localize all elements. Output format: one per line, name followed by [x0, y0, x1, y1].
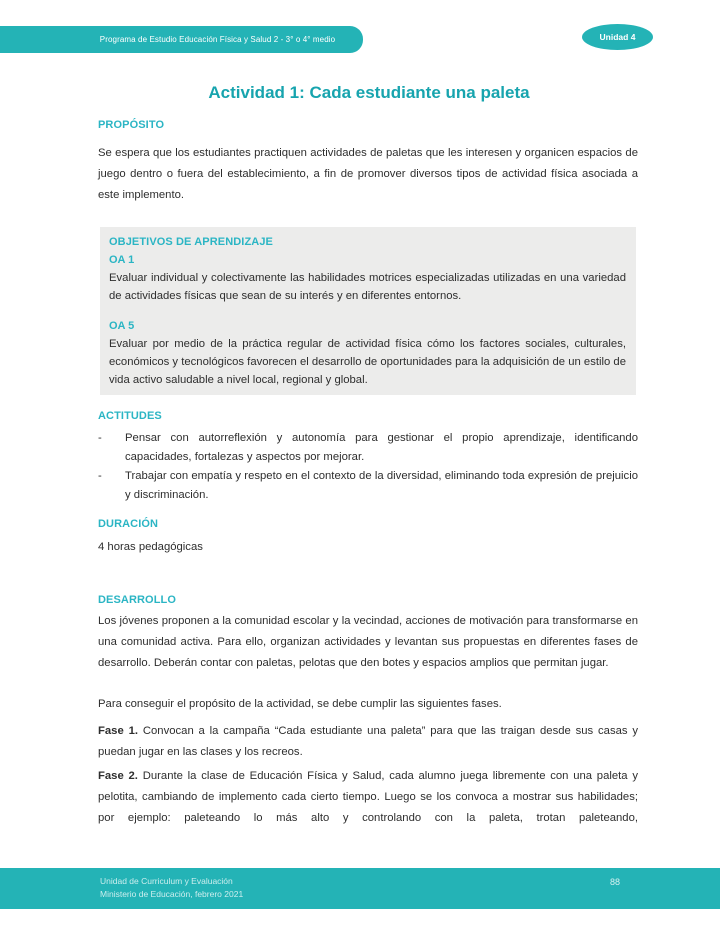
list-item	[98, 467, 638, 505]
oa5-label: OA 5	[109, 320, 135, 332]
fase-2-paragraph	[98, 766, 638, 829]
actitudes-list	[98, 429, 638, 505]
objetivos-box	[100, 227, 636, 395]
program-badge: Programa de Estudio Educación Física y Salud 2 - 3° o 4° medio	[0, 26, 363, 53]
oa1-text: Evaluar individual y colectivamente las habilidades motrices especializadas utilizadas en una variedad de actividades físicas que sean de su interés y en diferentes entornos.	[109, 272, 626, 302]
oa1-label: OA 1	[109, 254, 135, 266]
fase-1-text: Convocan a la campaña “Cada estudiante una paleta” para que las traigan desde sus casas y puedan jugar en las clases y los recreos.	[98, 725, 639, 758]
bullet-text: Pensar con autorreflexión y autonomía para gestionar el propio aprendizaje, identificando capacidades, fortalezas y aspectos por mejorar.	[125, 432, 638, 463]
bullet-dash: -	[98, 470, 102, 482]
actitudes-heading: ACTITUDES	[98, 410, 162, 422]
objetivos-heading: OBJETIVOS DE APRENDIZAJE	[109, 236, 273, 248]
fase-1-paragraph	[98, 721, 638, 763]
activity-title: Actividad 1: Cada estudiante una paleta	[208, 83, 530, 102]
oa-spacer	[109, 305, 626, 317]
bullet-text: Trabajar con empatía y respeto en el contexto de la diversidad, eliminando toda expresión de prejuicio y discriminación.	[125, 470, 638, 501]
duracion-value: 4 horas pedagógicas	[98, 541, 203, 553]
oa5-text: Evaluar por medio de la práctica regular de actividad física cómo los factores sociales, culturales, económicos y tecnológicos favorecen el desarrollo de oportunidades para la adquisición de un estilo de vida activo saludable a nivel local, regional y global.	[109, 338, 626, 386]
footer-credits	[100, 875, 243, 901]
fase-2-label: Fase 2.	[98, 770, 138, 782]
proposito-heading: PROPÓSITO	[98, 119, 165, 131]
list-item	[98, 429, 638, 467]
unit-badge: Unidad 4	[582, 24, 653, 50]
duracion-heading: DURACIÓN	[98, 518, 159, 530]
proposito-paragraph: Se espera que los estudiantes practiquen actividades de paletas que les interesen y organicen espacios de juego dentro o fuera del establecimiento, a fin de promover diversos tipos de actividad física asociada a este implemento.	[98, 147, 638, 201]
desarrollo-paragraph-2: Para conseguir el propósito de la actividad, se debe cumplir las siguientes fases.	[98, 698, 502, 710]
fase-1-label: Fase 1.	[98, 725, 139, 737]
desarrollo-paragraph-1: Los jóvenes proponen a la comunidad escolar y la vecindad, acciones de motivación para transformarse en una comunidad activa. Para ello, organizan actividades y levantan sus propuestas en diferentes fases de desarrollo. Deberán contar con paletas, pelotas que den botes y espacios amplios que permitan jugar.	[98, 615, 638, 669]
desarrollo-heading: DESARROLLO	[98, 594, 176, 606]
footer-line-1: Unidad de Curriculum y Evaluación	[100, 876, 233, 886]
page-footer	[0, 868, 720, 909]
fase-2-text: Durante la clase de Educación Física y Salud, cada alumno juega libremente con una paleta y pelotita, cambiando de implemento cada cierto tiempo. Luego se los convoca a mostrar sus habilidades; por ejemplo: paleteando lo más alto y controlando con la paleta, trotan paleteando,	[98, 770, 638, 824]
footer-line-2: Ministerio de Educación, febrero 2021	[100, 889, 244, 899]
bullet-dash: -	[98, 432, 102, 444]
page-number: 88	[610, 877, 621, 887]
